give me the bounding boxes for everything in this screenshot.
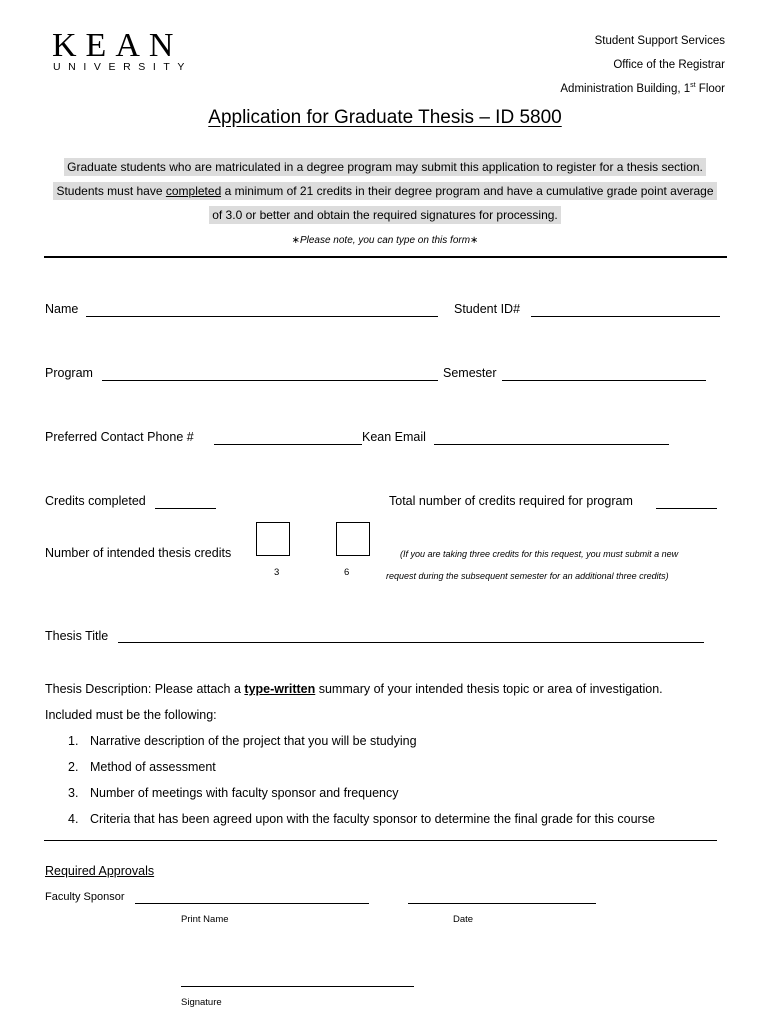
- intro-line-2: Students must have completed a minimum of 21 credits in their degree program and have a cumulative grade point average: [0, 182, 770, 200]
- print-name-caption: Print Name: [181, 914, 229, 925]
- thesis-credits-label: Number of intended thesis credits: [45, 546, 232, 560]
- list-item: 3. Number of meetings with faculty sponsor and frequency: [68, 786, 399, 800]
- credits-required-field[interactable]: [656, 508, 717, 509]
- credit-option-6-label: 6: [344, 567, 350, 578]
- list-item: 1. Narrative description of the project that you will be studying: [68, 734, 417, 748]
- credit-note-line-2: request during the subsequent semester for an additional three credits): [386, 571, 669, 581]
- email-label: Kean Email: [362, 430, 426, 444]
- program-label: Program: [45, 366, 93, 380]
- required-approvals-heading: Required Approvals: [45, 864, 155, 878]
- name-field[interactable]: [86, 316, 438, 317]
- credits-completed-label: Credits completed: [45, 494, 146, 508]
- credit-checkbox-3[interactable]: [256, 522, 290, 556]
- header-divider: [44, 256, 727, 258]
- description-divider: [44, 840, 717, 841]
- student-id-field[interactable]: [531, 316, 720, 317]
- faculty-sponsor-date-field[interactable]: [408, 903, 596, 904]
- date-caption: Date: [453, 914, 474, 925]
- student-id-label: Student ID#: [454, 302, 521, 316]
- phone-field[interactable]: [214, 444, 362, 445]
- credit-note-line-1: (If you are taking three credits for this request, you must submit a new: [400, 549, 679, 559]
- semester-label: Semester: [443, 366, 497, 380]
- email-field[interactable]: [434, 444, 669, 445]
- office-line-2: Office of the Registrar: [613, 59, 725, 71]
- kean-logo: KEAN: [52, 27, 183, 64]
- list-item: 2. Method of assessment: [68, 760, 216, 774]
- kean-logo-subtitle: UNIVERSITY: [53, 61, 193, 73]
- thesis-title-field[interactable]: [118, 642, 704, 643]
- credits-completed-field[interactable]: [155, 508, 216, 509]
- office-line-3: Administration Building, 1st Floor: [560, 82, 725, 95]
- type-note: ∗Please note, you can type on this form∗: [291, 235, 479, 246]
- semester-field[interactable]: [502, 380, 706, 381]
- list-item: 4. Criteria that has been agreed upon with the faculty sponsor to determine the final grade for this course: [68, 812, 655, 826]
- intro-line-1: Graduate students who are matriculated in a degree program may submit this application to register for a thesis section.: [0, 158, 770, 176]
- intro-line-3: of 3.0 or better and obtain the required signatures for processing.: [0, 206, 770, 224]
- program-field[interactable]: [102, 380, 438, 381]
- signature-caption: Signature: [181, 997, 222, 1008]
- faculty-sponsor-label: Faculty Sponsor: [45, 891, 125, 903]
- thesis-description-line-2: Included must be the following:: [45, 708, 217, 722]
- name-label: Name: [45, 302, 79, 316]
- signature-field[interactable]: [181, 986, 414, 987]
- faculty-sponsor-name-field[interactable]: [135, 903, 369, 904]
- phone-label: Preferred Contact Phone #: [45, 430, 194, 444]
- credits-required-label: Total number of credits required for program: [389, 494, 633, 508]
- credit-option-3-label: 3: [274, 567, 280, 578]
- office-line-1: Student Support Services: [594, 35, 725, 47]
- thesis-description: Thesis Description: Please attach a type-written summary of your intended thesis topic or area of investigation.: [45, 682, 663, 696]
- thesis-title-label: Thesis Title: [45, 629, 109, 643]
- credit-checkbox-6[interactable]: [336, 522, 370, 556]
- page-title: Application for Graduate Thesis – ID 5800: [208, 107, 562, 128]
